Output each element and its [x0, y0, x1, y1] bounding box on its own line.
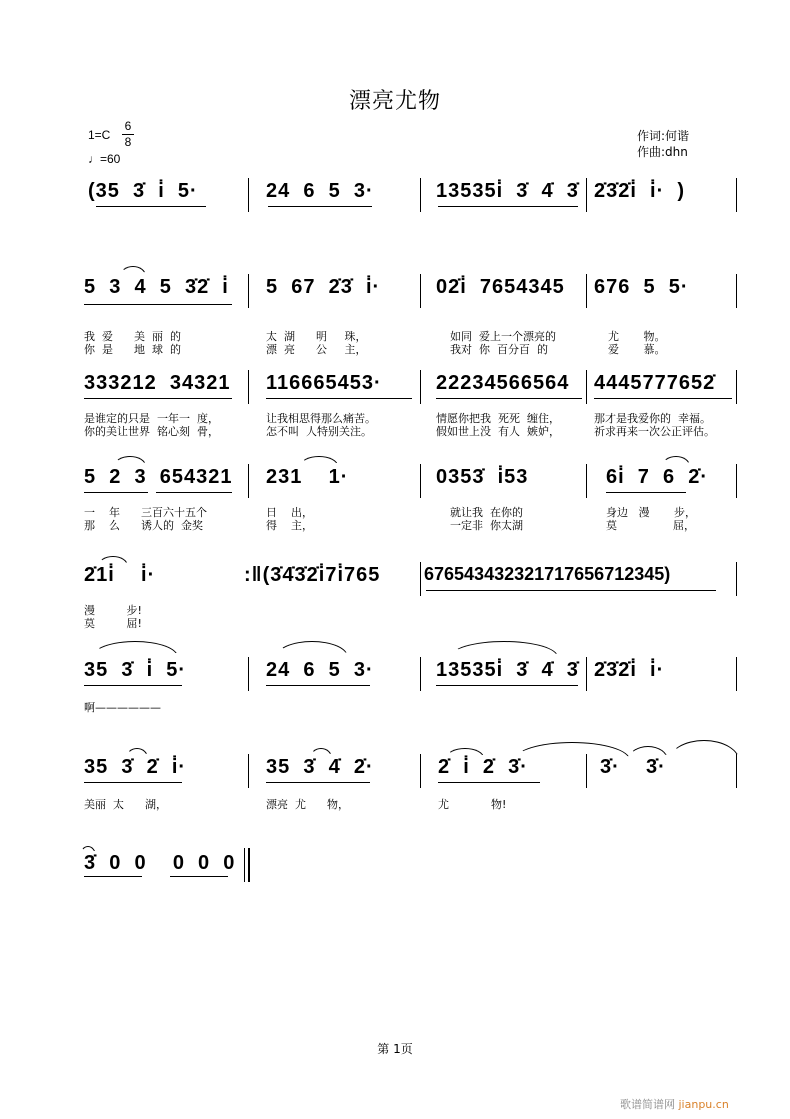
beam	[156, 492, 232, 493]
watermark-cn: 歌谱简谱网	[620, 1098, 675, 1111]
slur	[662, 456, 690, 466]
composer: 作曲:dhn	[637, 145, 688, 159]
measure: 676 5 5·	[594, 276, 689, 298]
page-number: 第 1页	[377, 1042, 413, 1056]
barline	[420, 754, 421, 788]
measure: 676543432321717656712345)	[424, 564, 671, 584]
barline	[736, 657, 737, 691]
system-1	[84, 178, 739, 218]
measure: 24 6 5 3·	[266, 180, 374, 202]
measure: 116665453·	[266, 372, 382, 394]
final-barline	[244, 848, 250, 882]
lyric-line-1: 如同 爱上一个漂亮的	[450, 330, 556, 343]
beam	[84, 782, 182, 783]
measure: 5 67 2̇3̇ i̇·	[266, 276, 381, 298]
barline	[586, 178, 587, 212]
system-4	[84, 462, 739, 534]
lyric-line-2: 怎不叫 人特别关注。	[266, 425, 372, 438]
lyric-line-2: 你 是 地 球 的	[84, 343, 181, 356]
slur	[120, 266, 146, 276]
measure: 2̇ i̇ 2̇ 3̇·	[438, 756, 528, 778]
system-5	[84, 558, 739, 638]
measure: 24 6 5 3·	[266, 659, 374, 681]
barline	[736, 562, 737, 596]
barline	[420, 370, 421, 404]
quarter-note-icon: ♩	[88, 152, 100, 166]
measure: 13535i̇ 3̇ 4̇ 3̇	[436, 659, 579, 681]
measure: 2̇1i̇ i̇·	[84, 564, 156, 586]
system-2	[84, 270, 739, 360]
measure: 13535i̇ 3̇ 4̇ 3̇	[436, 180, 579, 202]
barline	[586, 657, 587, 691]
lyric-line-1: 就让我 在你的	[450, 506, 523, 519]
barline	[736, 274, 737, 308]
beam	[84, 685, 182, 686]
beam	[426, 590, 716, 591]
measure: (35 3̇ i̇ 5·	[88, 180, 198, 202]
lyric-line-1: 漂亮 尤 物，	[266, 798, 349, 811]
measure: 3̇· 3̇·	[600, 756, 666, 778]
beam	[170, 876, 228, 877]
beam	[436, 685, 578, 686]
measure: 231 1·	[266, 466, 349, 488]
beam	[438, 206, 578, 207]
beam	[266, 782, 370, 783]
lyric-line-1: 日 出，	[266, 506, 313, 519]
beam	[438, 782, 540, 783]
barline	[586, 274, 587, 308]
slur	[300, 456, 338, 466]
measure: 02̇i̇ 7654345	[436, 276, 565, 298]
song-title: 漂亮尤物	[348, 89, 441, 114]
measure: :‖(3̇4̇3̇2̇i̇7i̇765	[244, 564, 381, 586]
measure: 2̇3̇2̇i̇ i̇·	[594, 659, 665, 681]
tempo-value: =60	[100, 152, 121, 166]
barline	[736, 178, 737, 212]
lyric-line-1: 那才是我爱你的 幸福。	[594, 412, 711, 425]
lyric-line-1: 尤 物!	[438, 798, 507, 811]
barline	[736, 370, 737, 404]
time-signature	[122, 120, 134, 149]
barline	[248, 464, 249, 498]
key-signature: 1=C	[88, 128, 111, 142]
barline	[248, 370, 249, 404]
lyric-line-2: 莫 屈!	[84, 617, 142, 630]
lyric-line-1: 啊——————	[84, 701, 161, 714]
measure: 35 3̇ 2̇ i̇·	[84, 756, 187, 778]
barline	[248, 657, 249, 691]
lyric-line-1: 是谁定的只是 一年一 度，	[84, 412, 219, 425]
measure: 35 3̇ i̇ 5·	[84, 659, 187, 681]
measure: 3̇ 0 0 0 0 0	[84, 852, 236, 874]
lyric-line-2: 得 主，	[266, 519, 313, 532]
measure: 6i̇ 7 6 2̇·	[606, 466, 709, 488]
credits	[637, 128, 689, 160]
time-denominator: 8	[124, 135, 132, 149]
beam	[266, 398, 412, 399]
barline	[736, 464, 737, 498]
time-numerator: 6	[124, 119, 132, 133]
lyric-line-2: 爱 慕。	[608, 343, 666, 356]
system-3	[84, 368, 739, 440]
measure: 2̇3̇2̇i̇ i̇· )	[594, 180, 686, 202]
lyric-line-1: 让我相思得那么痛苦。	[266, 412, 376, 425]
lyricist: 作词:何谐	[637, 129, 690, 143]
lyric-line-1: 漫 步!	[84, 604, 142, 617]
slur	[92, 641, 178, 657]
system-8	[84, 848, 739, 888]
watermark	[620, 1096, 729, 1112]
slur	[276, 641, 348, 657]
measure: 4445777652̇	[594, 372, 716, 394]
barline	[420, 274, 421, 308]
lyric-line-2: 你的美让世界 铭心刻 骨，	[84, 425, 219, 438]
tempo-marking	[88, 152, 120, 166]
measure: 0353̇ i̇53	[436, 466, 529, 488]
lyric-line-1: 身边 漫 步，	[606, 506, 696, 519]
lyric-line-2: 一定非 你太湖	[450, 519, 523, 532]
beam	[266, 685, 370, 686]
slur	[668, 740, 740, 762]
beam	[84, 492, 148, 493]
beam	[84, 876, 142, 877]
beam	[96, 206, 206, 207]
beam	[268, 206, 372, 207]
barline	[420, 562, 421, 596]
system-6	[84, 655, 739, 715]
lyric-line-2: 漂 亮 公 主，	[266, 343, 367, 356]
lyric-line-1: 我 爱 美 丽 的	[84, 330, 181, 343]
barline	[248, 178, 249, 212]
barline	[420, 657, 421, 691]
beam	[436, 398, 582, 399]
barline	[248, 754, 249, 788]
lyric-line-1: 尤 物。	[608, 330, 666, 343]
barline	[586, 464, 587, 498]
barline	[586, 370, 587, 404]
barline	[420, 464, 421, 498]
beam	[84, 304, 232, 305]
lyric-line-2: 假如世上没 有人 嫉妒，	[436, 425, 560, 438]
barline	[586, 754, 587, 788]
barline	[736, 754, 737, 788]
beam	[84, 398, 232, 399]
lyric-line-2: 我对 你 百分百 的	[450, 343, 548, 356]
beam	[606, 492, 686, 493]
measure: 35 3̇ 4̇ 2̇·	[266, 756, 374, 778]
watermark-url: jianpu.cn	[678, 1098, 729, 1111]
lyric-line-1: 一 年 三百六十五个	[84, 506, 207, 519]
measure: 5 3 4 5 3̇2̇ i̇	[84, 276, 229, 298]
barline	[420, 178, 421, 212]
slur	[450, 641, 558, 657]
lyric-line-1: 美丽 太 湖，	[84, 798, 167, 811]
measure: 22234566564	[436, 372, 570, 394]
lyric-line-2: 那 么 诱人的 金奖	[84, 519, 203, 532]
measure: 5 2 3 654321	[84, 466, 233, 488]
lyric-line-1: 情愿你把我 死死 缠住，	[436, 412, 560, 425]
lyric-line-2: 莫 屈，	[606, 519, 695, 532]
lyric-line-1: 太 湖 明 珠，	[266, 330, 367, 343]
barline	[248, 274, 249, 308]
system-7	[84, 752, 739, 812]
beam	[594, 398, 732, 399]
measure: 333212 34321	[84, 372, 231, 394]
slur	[114, 456, 146, 466]
lyric-line-2: 祈求再来一次公正评估。	[594, 425, 715, 438]
